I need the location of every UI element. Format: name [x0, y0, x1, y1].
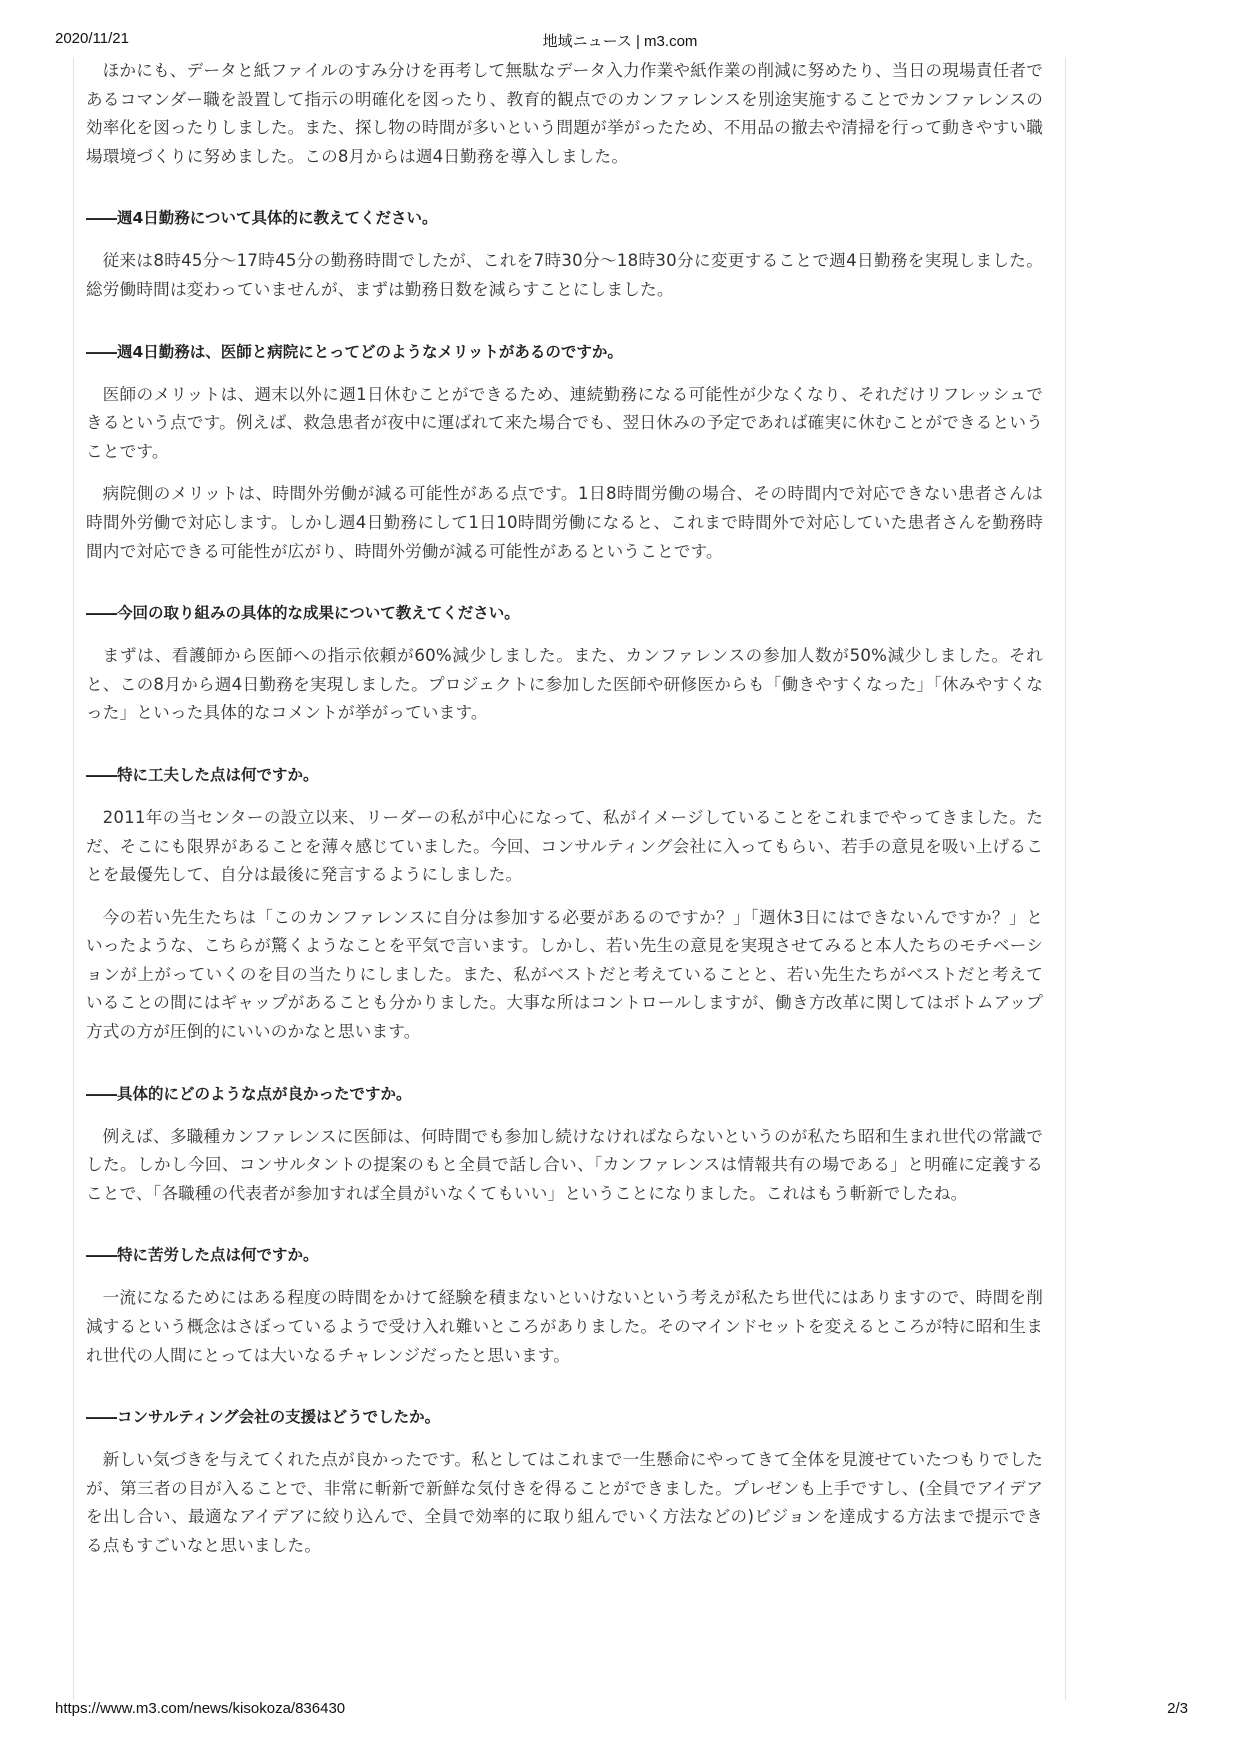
question-heading: ――週4日勤務は、医師と病院にとってどのようなメリットがあるのですか。 — [86, 342, 623, 361]
answer-paragraph: 今の若い先生たちは「このカンファレンスに自分は参加する必要があるのですか？」「週休3日にはできないんですか？」といったような、こちらが驚くようなことを平気で言います。しかし、若い先生の意見を実現させてみると本人たちのモチベーションが上がっていくのを目の当たりにしました。また、私がベストだと考えていることと、若い先生たちがベストだと考えていることの間にはギャップがあることも分かりました。大事な所はコントロールしますが、働き方改革に関してはボトムアップ方式の方が圧倒的にいいのかなと思います。 — [86, 907, 1043, 1042]
print-header — [0, 30, 1240, 60]
page-url: https://www.m3.com/news/kisokoza/836430 — [55, 1700, 346, 1717]
print-footer — [0, 1700, 1240, 1730]
page-number: 2/3 — [1167, 1700, 1188, 1717]
question-heading: ――今回の取り組みの具体的な成果について教えてください。 — [86, 604, 520, 623]
article-body — [73, 57, 1066, 1700]
question-heading: ――特に苦労した点は何ですか。 — [86, 1246, 319, 1265]
intro-paragraph: ほかにも、データと紙ファイルのすみ分けを再考して無駄なデータ入力作業や紙作業の削減に努めたり、当日の現場責任者であるコマンダー職を設置して指示の明確化を図ったり、教育的観点でのカンファレンスを別途実施することでカンファレンスの効率化を図ったりしました。また、探し物の時間が多いという問題が挙がったため、不用品の撤去や清掃を行って動きやすい職場環境づくりに努めました。この8月からは週4日勤務を導入しました。 — [86, 61, 1043, 166]
answer-paragraph: 医師のメリットは、週末以外に週1日休むことができるため、連続勤務になる可能性が少なくなり、それだけリフレッシュできるという点です。例えば、救急患者が夜中に運ばれて来た場合でも、翌日休みの予定であれば確実に休むことができるということです。 — [86, 384, 1043, 461]
print-date: 2020/11/21 — [55, 30, 129, 47]
answer-paragraph: 新しい気づきを与えてくれた点が良かったです。私としてはこれまで一生懸命にやってきて全体を見渡せていたつもりでしたが、第三者の目が入ることで、非常に斬新で新鮮な気付きを得ることができました。プレゼンも上手ですし、(全員でアイデアを出し合い、最適なアイデアに絞り込んで、全員で効率的に取り組んでいく方法などの)ビジョンを達成する方法まで提示できる点もすごいなと思いました。 — [86, 1450, 1043, 1555]
question-heading: ――特に工夫した点は何ですか。 — [86, 765, 319, 784]
answer-paragraph: 従来は8時45分～17時45分の勤務時間でしたが、これを7時30分～18時30分に変更することで週4日勤務を実現しました。総労働時間は変わっていませんが、まずは勤務日数を減らすことにしました。 — [86, 251, 1043, 299]
question-heading: ――コンサルティング会社の支援はどうでしたか。 — [86, 1408, 441, 1427]
question-heading: ――具体的にどのような点が良かったですか。 — [86, 1084, 412, 1103]
page-title: 地域ニュース | m3.com — [542, 33, 698, 50]
answer-paragraph: 病院側のメリットは、時間外労働が減る可能性がある点です。1日8時間労働の場合、その時間内で対応できない患者さんは時間外労働で対応します。しかし週4日勤務にして1日10時間労働になると、これまで時間外で対応していた患者さんを勤務時間内で対応できる可能性が広がり、時間外労働が減る可能性があるということです。 — [86, 484, 1043, 561]
answer-paragraph: 2011年の当センターの設立以来、リーダーの私が中心になって、私がイメージしていることをこれまでやってきました。ただ、そこにも限界があることを薄々感じていました。今回、コンサルティング会社に入ってもらい、若手の意見を吸い上げることを最優先して、自分は最後に発言するようにしました。 — [86, 807, 1043, 885]
answer-paragraph: 例えば、多職種カンファレンスに医師は、何時間でも参加し続けなければならないというのが私たち昭和生まれ世代の常識でした。しかし今回、コンサルタントの提案のもと全員で話し合い、「カンファレンスは情報共有の場である」と明確に定義することで、「各職種の代表者が参加すれば全員がいなくてもいい」ということになりました。これはもう斬新でしたね。 — [86, 1126, 1043, 1203]
question-heading: ――週4日勤務について具体的に教えてください。 — [86, 209, 438, 228]
answer-paragraph: 一流になるためにはある程度の時間をかけて経験を積まないといけないという考えが私たち世代にはありますので、時間を削減するという概念はさぼっているようで受け入れ難いところがありました。そのマインドセットを変えるところが特に昭和生まれ世代の人間にとっては大いなるチャレンジだったと思います。 — [86, 1288, 1043, 1365]
answer-paragraph: まずは、看護師から医師への指示依頼が60%減少しました。また、カンファレンスの参加人数が50%減少しました。それと、この8月から週4日勤務を実現しました。プロジェクトに参加した医師や研修医からも「働きやすくなった」「休みやすくなった」といった具体的なコメントが挙がっています。 — [86, 646, 1043, 723]
